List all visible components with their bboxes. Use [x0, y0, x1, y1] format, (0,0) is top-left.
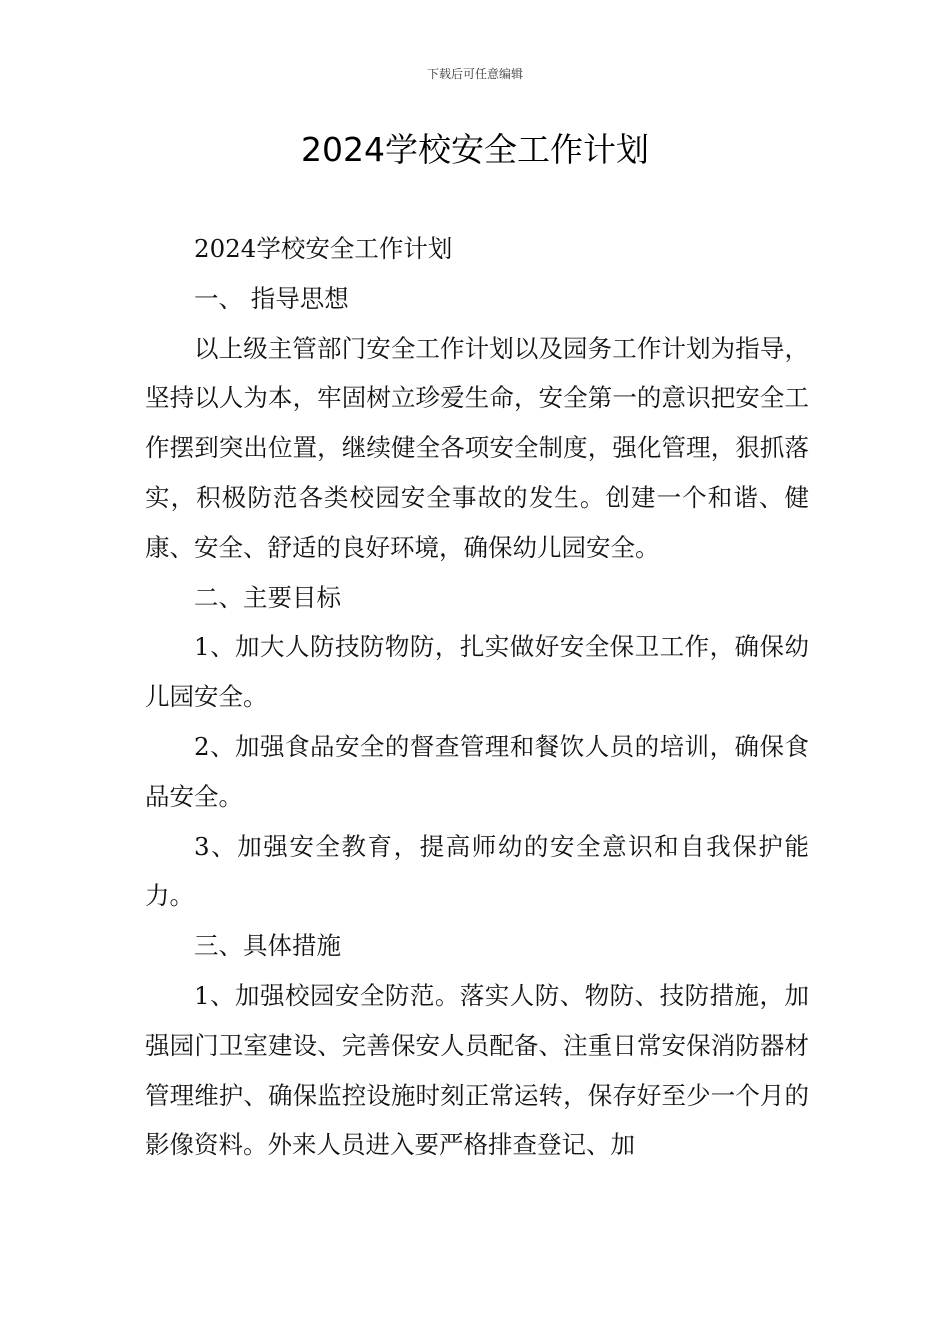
paragraph-guiding-ideology: 以上级主管部门安全工作计划以及园务工作计划为指导，坚持以人为本，牢固树立珍爱生命，安全第一的意识把安全工作摆到突出位置，继续健全各项安全制度，强化管理，狠抓落实，积极防范各类校园安全事故的发生。创建一个和谐、健康、安全、舒适的良好环境，确保幼儿园安全。 — [145, 333, 809, 562]
document-title: 2024学校安全工作计划 — [301, 130, 649, 169]
paragraph-goal-1: 1、加大人防技防物防，扎实做好安全保卫工作，确保幼儿园安全。 — [145, 632, 809, 712]
paragraph-goal-3: 3、加强安全教育，提高师幼的安全意识和自我保护能力。 — [145, 831, 809, 911]
section-heading-guiding-ideology: 一、 指导思想 — [194, 283, 349, 313]
header-note: 下载后可任意编辑 — [426, 67, 523, 81]
document-body — [145, 224, 809, 1170]
section-heading-measures: 三、具体措施 — [194, 931, 341, 961]
section-heading-main-goals: 二、主要目标 — [194, 582, 341, 612]
paragraph-measure-1: 1、加强校园安全防范。落实人防、物防、技防措施，加强园门卫室建设、完善保安人员配备、注重日常安保消防器材管理维护、确保监控设施时刻正常运转，保存好至少一个月的影像资料。外来人员进入要严格排查登记、加 — [145, 980, 809, 1160]
paragraph-goal-2: 2、加强食品安全的督查管理和餐饮人员的培训，确保食品安全。 — [145, 731, 809, 811]
subtitle-line: 2024学校安全工作计划 — [194, 234, 453, 263]
